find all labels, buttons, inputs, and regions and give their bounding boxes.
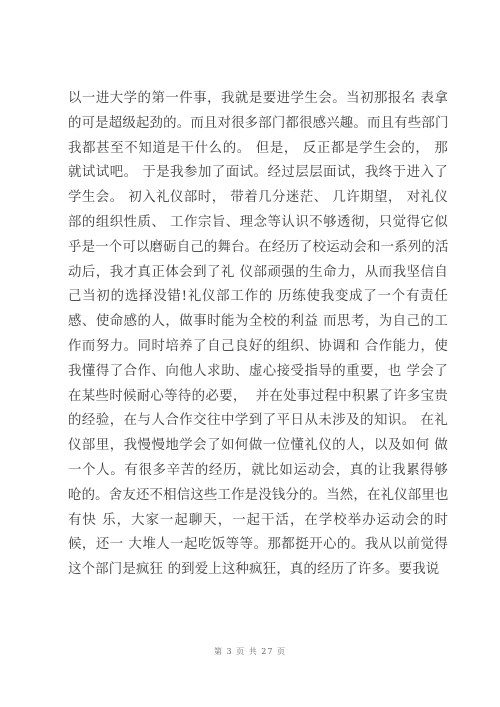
text-line: 的可是超级起劲的。而且对很多部门都很感兴趣。而且有些部门 xyxy=(68,115,449,131)
text-line: 的经验，在与人合作交往中学到了平日从未涉及的知识。 在礼 xyxy=(68,413,448,429)
text-line: 学生会。 初入礼仪部时， 带着几分迷茫、 几许期望， 对礼仪 xyxy=(68,190,448,206)
text-line: 我懂得了合作、向他人求助、虚心接受指导的重要，也 学会了 xyxy=(68,363,448,379)
text-line: 就试试吧。 于是我参加了面试。经过层层面试，我终于进入了 xyxy=(68,165,448,181)
text-line: 以一进大学的第一件事，我就是要进学生会。当初那报名 表拿 xyxy=(68,91,448,106)
text-line: 我都甚至不知道是干什么的。 但是， 反正都是学生会的， 那 xyxy=(68,140,448,156)
text-line: 这个部门是疯狂 的到爱上这种疯狂，真的经历了许多。要我说 xyxy=(68,562,440,578)
text-line: 候，还一 大堆人一起吃饭等等。那都挺开心的。我从以前觉得 xyxy=(68,537,448,553)
text-line: 动后，我才真正体会到了礼 仪部顽强的生命力，从而我坚信自 xyxy=(68,264,448,280)
body-text xyxy=(68,87,448,583)
text-line: 己当初的选择没错!礼仪部工作的 历练使我变成了一个有责任 xyxy=(68,289,448,305)
text-line: 有快 乐，大家一起聊天，一起干活，在学校举办运动会的时 xyxy=(68,512,448,528)
page-footer: 第 3 页 共 27 页 xyxy=(214,647,286,656)
text-line: 一个人。有很多辛苦的经历，就比如运动会，真的让我累得够 xyxy=(68,462,448,478)
text-line: 部的组织性质、 工作宗旨、理念等认识不够透彻，只觉得它似 xyxy=(68,214,448,230)
text-line: 乎是一个可以磨砺自己的舞台。在经历了校运动会和一系列的活 xyxy=(68,239,449,255)
text-line: 呛的。舍友还不相信这些工作是没钱分的。当然，在礼仪部里也 xyxy=(68,487,449,503)
text-line: 仪部里，我慢慢地学会了如何做一位懂礼仪的人，以及如何 做 xyxy=(68,438,448,454)
text-line: 感、使命感的人，做事时能为全校的利益 而思考，为自己的工 xyxy=(68,314,448,330)
text-line: 作而努力。同时培养了自己良好的组织、协调和 合作能力，使 xyxy=(68,338,448,354)
text-line: 在某些时候耐心等待的必要， 并在处事过程中积累了许多宝贵 xyxy=(68,388,448,404)
